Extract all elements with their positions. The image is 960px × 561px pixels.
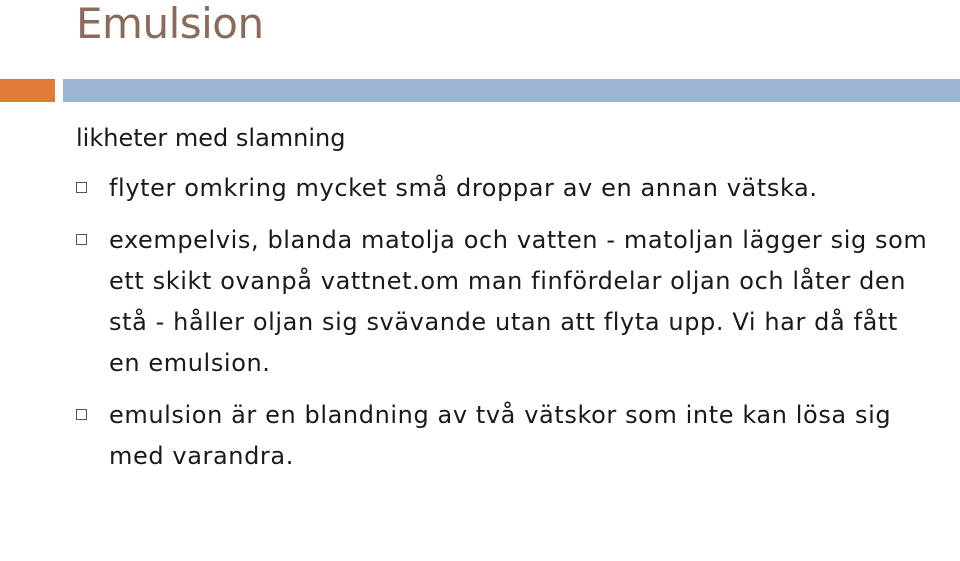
- square-bullet-icon: [76, 409, 87, 420]
- square-bullet-icon: [76, 234, 87, 245]
- accent-bar: [0, 79, 55, 102]
- bullet-text: exempelvis, blanda matolja och vatten - matoljan lägger sig som ett skikt ovanpå vattnet.om man finfördelar oljan och låter den stå - håller oljan sig svävande utan att flyta upp. Vi har då fått en emulsion.: [109, 226, 928, 377]
- lead-text: likheter med slamning: [76, 124, 346, 152]
- bullet-list: [76, 168, 936, 488]
- bullet-item: [76, 220, 936, 384]
- bullet-item: [76, 395, 936, 477]
- slide-title: Emulsion: [76, 0, 264, 48]
- bullet-item: [76, 168, 936, 209]
- square-bullet-icon: [76, 182, 87, 193]
- title-underline-bar: [63, 79, 960, 102]
- bullet-text: flyter omkring mycket små droppar av en annan vätska.: [109, 174, 818, 202]
- bullet-text: emulsion är en blandning av två vätskor som inte kan lösa sig med varandra.: [109, 401, 892, 470]
